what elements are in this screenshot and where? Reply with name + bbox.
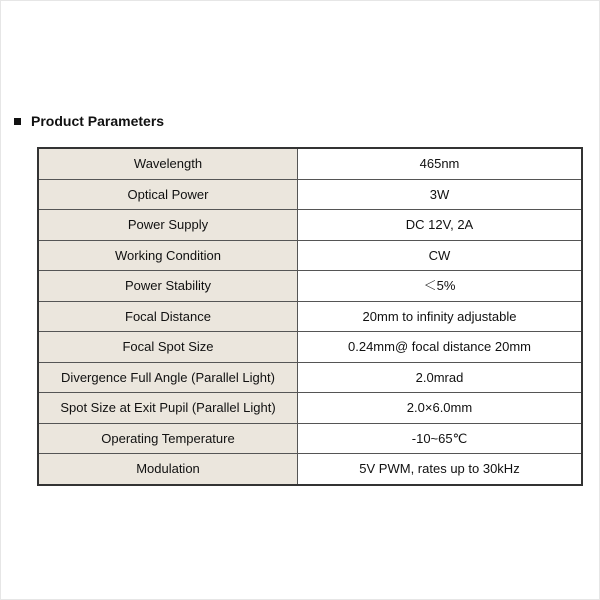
param-label: Focal Distance (38, 301, 298, 332)
table-row (38, 271, 582, 302)
param-label: Modulation (38, 454, 298, 485)
param-value: 0.24mm@ focal distance 20mm (298, 332, 583, 363)
param-label: Focal Spot Size (38, 332, 298, 363)
table-row (38, 210, 582, 241)
table-row (38, 148, 582, 179)
table-row (38, 240, 582, 271)
param-value: CW (298, 240, 583, 271)
param-label: Power Supply (38, 210, 298, 241)
table-row (38, 393, 582, 424)
param-value: 2.0×6.0mm (298, 393, 583, 424)
param-label: Divergence Full Angle (Parallel Light) (38, 362, 298, 393)
table-row (38, 362, 582, 393)
section-title: Product Parameters (31, 113, 165, 129)
table-row (38, 423, 582, 454)
section-heading (14, 113, 164, 129)
param-label: Optical Power (38, 179, 298, 210)
param-value: DC 12V, 2A (298, 210, 583, 241)
param-value: ＜5% (298, 271, 583, 302)
table-row (38, 454, 582, 485)
param-value: 2.0mrad (298, 362, 583, 393)
param-value: 20mm to infinity adjustable (298, 301, 583, 332)
table-row (38, 301, 582, 332)
param-value: 465nm (298, 148, 583, 179)
param-label: Operating Temperature (38, 423, 298, 454)
parameters-table (37, 147, 583, 486)
square-bullet-icon (14, 118, 21, 125)
param-value: 5V PWM, rates up to 30kHz (298, 454, 583, 485)
param-value: 3W (298, 179, 583, 210)
param-label: Power Stability (38, 271, 298, 302)
param-value: -10~65℃ (298, 423, 583, 454)
table-row (38, 332, 582, 363)
param-label: Wavelength (38, 148, 298, 179)
param-label: Working Condition (38, 240, 298, 271)
table-row (38, 179, 582, 210)
param-label: Spot Size at Exit Pupil (Parallel Light) (38, 393, 298, 424)
